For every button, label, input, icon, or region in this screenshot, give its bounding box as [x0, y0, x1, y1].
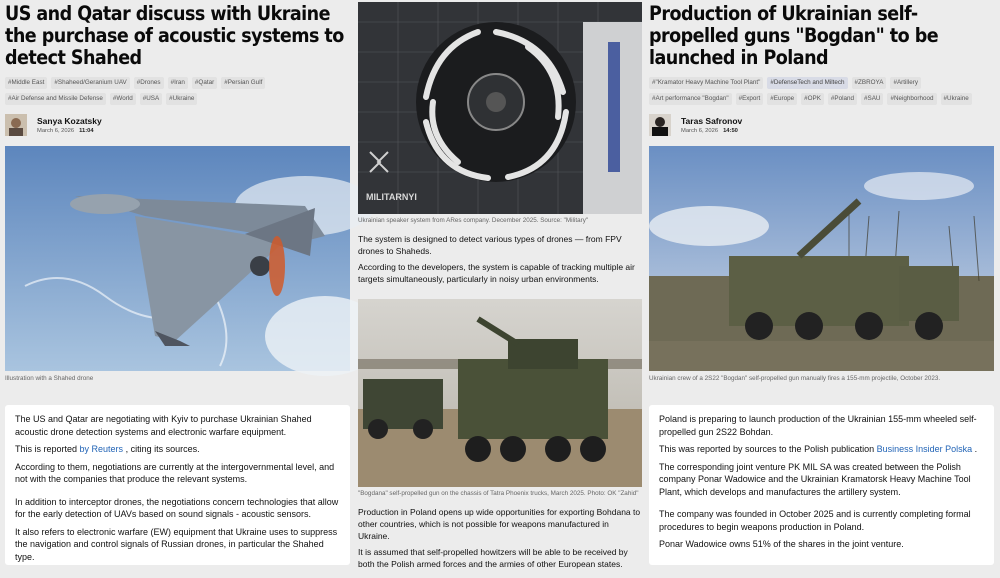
image-caption: "Bogdana" self-propelled gun on the chassis of Tatra Phoenix trucks, March 2025. Photo: OK "Zahid"	[358, 490, 639, 497]
tag-chip[interactable]: #SAU	[861, 93, 883, 105]
image-caption: Ukrainian speaker system from ARes company. December 2025. Source: "Military"	[358, 217, 589, 224]
paragraph: Production in Poland opens up wide opportunities for exporting Bohdana to other countries, which is not possible for weapons manufactured in Ukraine.	[358, 507, 641, 541]
paragraph: This was reported by sources to the Polish publication Business Insider Polska .	[659, 444, 978, 454]
bogdan-howitzer-image	[649, 146, 994, 371]
article-body	[5, 405, 350, 565]
tag-chip[interactable]: #Export	[736, 93, 764, 105]
tag-chip[interactable]: #Middle East	[5, 77, 47, 89]
paragraph: Ponar Wadowice owns 51% of the shares in the joint venture.	[659, 539, 904, 549]
tag-chip[interactable]: #Drones	[134, 77, 164, 89]
paragraph: According to them, negotiations are currently at the intergovernmental level, and not with the companies that produce the relevant systems.	[15, 461, 335, 484]
image-caption: Illustration with a Shahed drone	[5, 375, 94, 382]
paragraph: The US and Qatar are negotiating with Kyiv to purchase Ukrainian Shahed acoustic drone detection systems and electronic warfare equipment.	[15, 414, 312, 437]
tag-chip[interactable]: #USA	[140, 93, 162, 105]
publish-date: March 6, 2026 11:04	[37, 128, 94, 134]
article-left	[5, 0, 350, 562]
tag-chip[interactable]: #"Kramator Heavy Machine Tool Plant"	[649, 77, 763, 89]
author-block	[5, 113, 350, 137]
paragraph: The company was founded in October 2025 and is currently completing formal procedures to begin weapons production in Poland.	[659, 509, 971, 532]
paragraph: According to the developers, the system is capable of tracking multiple air targets simultaneously, particularly in noisy urban environments.	[358, 262, 635, 284]
tag-chip[interactable]: #Iran	[168, 77, 188, 89]
article-title: Production of Ukrainian self-propelled guns "Bogdan" to be launched in Poland	[649, 2, 939, 69]
image-caption: Ukrainian crew of a 2S22 "Bogdan" self-propelled gun manually fires a 155-mm projectile, October 2023.	[649, 375, 941, 382]
tag-chip[interactable]: #World	[110, 93, 136, 105]
author-block	[649, 113, 994, 137]
paragraph: The corresponding joint venture PK MIL SA was created between the Polish company Ponar Wadowice and the Ukrainian Kramatorsk Heavy Machine Tool Plant, which develops and manufactures the artillery system.	[659, 461, 971, 497]
source-link-business-insider[interactable]: Business Insider Polska	[876, 444, 973, 454]
author-name[interactable]: Sanya Kozatsky	[37, 116, 102, 126]
tag-chip[interactable]: #OPK	[801, 93, 824, 105]
article-body	[358, 500, 642, 578]
speaker-system-image	[358, 2, 642, 214]
article-title: US and Qatar discuss with Ukraine the purchase of acoustic systems to detect Shahed	[5, 2, 344, 69]
article-right	[649, 0, 994, 549]
bogdana-truck-image	[358, 299, 642, 487]
tag-chip[interactable]: #Persian Gulf	[221, 77, 265, 89]
tag-chip[interactable]: #ZBROYA	[852, 77, 887, 89]
tag-list	[5, 77, 350, 105]
article-middle	[358, 0, 642, 569]
watermark: MILITARNYI	[366, 192, 417, 202]
paragraph: It is assumed that self-propelled howitzers will be able to be received by both the Polish armed forces and the armies of other European states.	[358, 547, 628, 569]
paragraph: It also refers to electronic warfare (EW) equipment that Ukraine uses to suppress the navigation and control signals of Russian drones, in particular the Shahed type.	[15, 526, 338, 562]
avatar[interactable]	[5, 114, 27, 136]
tag-chip[interactable]: #Ukraine	[166, 93, 197, 105]
tag-chip[interactable]: #Air Defense and Missile Defense	[5, 93, 106, 105]
tag-chip[interactable]: #Shaheed/Geranium UAV	[51, 77, 129, 89]
publish-date: March 6, 2026 14:50	[681, 128, 738, 134]
paragraph: This is reported by Reuters , citing its sources.	[15, 444, 200, 454]
paragraph: The system is designed to detect various types of drones — from FPV drones to Shaheds.	[358, 234, 622, 256]
tag-chip[interactable]: #Qatar	[192, 77, 217, 89]
source-link-reuters[interactable]: by Reuters	[79, 444, 124, 454]
tag-list	[649, 77, 994, 105]
paragraph: In addition to interceptor drones, the negotiations concern technologies that allow for the early detection of UAVs based on sound signals - acoustic sensors.	[15, 496, 339, 519]
article-body	[358, 227, 642, 293]
avatar[interactable]	[649, 114, 671, 136]
tag-chip[interactable]: #Poland	[828, 93, 857, 105]
article-body	[649, 405, 994, 565]
tag-chip[interactable]: #Neighborhood	[887, 93, 936, 105]
paragraph: Poland is preparing to launch production of the Ukrainian 155-mm wheeled self-propelled gun 2S22 Bohdan.	[659, 414, 977, 437]
tag-chip[interactable]: #Art performance "Bogdan"	[649, 93, 732, 105]
tag-chip[interactable]: #Artillery	[890, 77, 921, 89]
tag-chip[interactable]: #Ukraine	[941, 93, 972, 105]
tag-chip[interactable]: #DefenseTech and Miltech	[767, 77, 847, 89]
shahed-drone-image	[5, 146, 350, 371]
tag-chip[interactable]: #Europe	[767, 93, 797, 105]
author-name[interactable]: Taras Safronov	[681, 116, 743, 126]
